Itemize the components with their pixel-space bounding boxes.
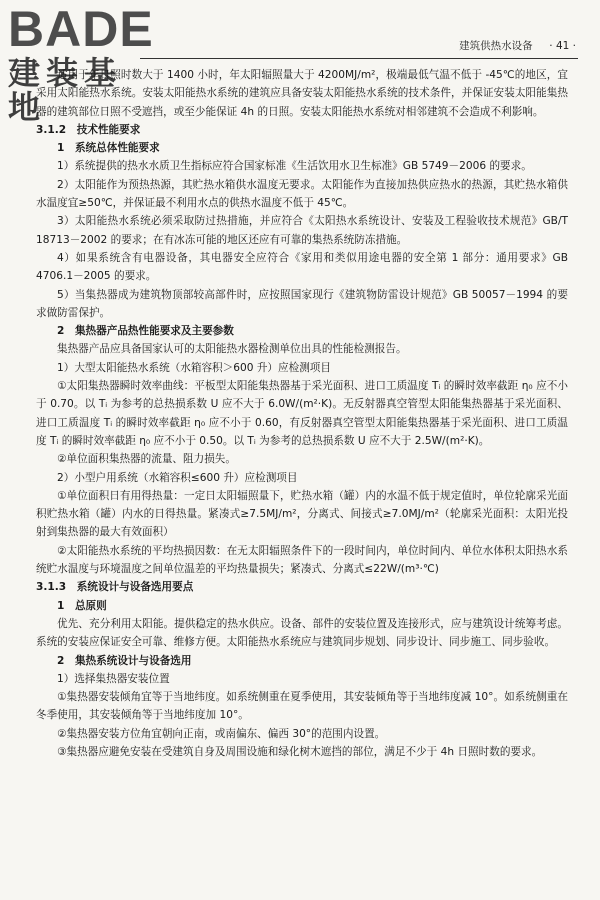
running-header: [459, 38, 576, 53]
section-heading: 3.1.3 系统设计与设备选用要点: [36, 581, 194, 594]
section-heading: 3.1.2 技术性能要求: [36, 123, 141, 136]
page-body: [36, 66, 568, 761]
logo-wordmark: BADE: [8, 1, 154, 57]
subsection-heading: 1 系统总体性能要求: [57, 142, 160, 155]
paragraph: 5）当集热器成为建筑物顶部较高部件时，应按照国家现行《建筑物防雷设计规范》GB 50057－1994 的要求做防雷保护。: [36, 288, 568, 319]
paragraph: ②集热器安装方位角宜朝向正南，或南偏东、偏西 30°的范围内设置。: [57, 727, 386, 740]
paragraph: 4）如果系统含有电器设备，其电器安全应符合《家用和类似用途电器的安全第 1 部分：通用要求》GB 4706.1－2005 的要求。: [36, 251, 568, 283]
running-title: 建筑供热水设备: [459, 40, 533, 52]
paragraph: 3）太阳能热水系统必须采取防过热措施，并应符合《太阳热水系统设计、安装及工程验收技术规范》GB/T 18713－2002 的要求；在有冰冻可能的地区还应有可靠的集热系统防冻措施。: [36, 215, 568, 246]
paragraph: 1）系统提供的热水水质卫生指标应符合国家标准《生活饮用水卫生标准》GB 5749－2006 的要求。: [57, 160, 532, 173]
paragraph: ①单位面积日有用得热量：一定日太阳辐照量下，贮热水箱（罐）内的水温不低于规定值时，单位轮廓采光面积贮热水箱（罐）内水的日得热量。紧凑式≥7.5MJ/m²，分离式、间接式≥7.0MJ/m²（轮廓采光面积：太阳光投射到集热器的最大有效面积）: [36, 489, 568, 539]
paragraph: ②单位面积集热器的流量、阻力损失。: [57, 453, 236, 466]
paragraph: ①太阳集热器瞬时效率曲线：平板型太阳能集热器基于采光面积、进口工质温度 Tᵢ 的瞬时效率截距 η₀ 应不小于 0.70。以 Tᵢ 为参考的总热损系数 U 应不大于 6.0W/(m²·K)。无反射器真空管型太阳能集热器基于采光面积、进口工质温度 Tᵢ 的瞬时效率截距 η₀ 应不小于 0.60，有反射器真空管型太阳能集热器基于采光面积、进口工质温度 Tᵢ 的瞬时效率截距 η₀ 应不小于 0.50。以 Tᵢ 为参考的总热损系数 U 应不大于 2.5W/(m²·K)。: [36, 380, 568, 447]
page-number: · 41 ·: [549, 40, 576, 52]
paragraph: 适用于年日照时数大于 1400 小时，年太阳辐照量大于 4200MJ/m²，极端最低气温不低于 -45℃的地区，宜采用太阳能热水系统。安装太阳能热水系统的建筑应具备安装太阳能热水系统的技术条件，并保证安装太阳能集热器的建筑部位日照不受遮挡，或至少能保证 4h 的日照。安装太阳能热水系统对相邻建筑不会造成不利影响。: [36, 69, 568, 118]
subsection-heading: 1 总原则: [57, 599, 107, 612]
paragraph: 2）太阳能作为预热热源，其贮热水箱供水温度无要求。太阳能作为直接加热供应热水的热源，其贮热水箱供水温度宜≥50℃，并保证最不利用水点的供热水温度不低于 45℃。: [36, 178, 568, 210]
paragraph: ①集热器安装倾角宜等于当地纬度。如系统侧重在夏季使用，其安装倾角等于当地纬度减 10°。如系统侧重在冬季使用，其安装倾角等于当地纬度加 10°。: [36, 691, 568, 722]
paragraph: ②太阳能热水系统的平均热损因数：在无太阳辐照条件下的一段时间内，单位时间内、单位水体积太阳热水系统贮水温度与环境温度之间单位温差的平均热量损失；紧凑式、分离式≤22W/(m³·℃): [36, 544, 568, 576]
subsection-heading: 2 集热器产品热性能要求及主要参数: [57, 325, 234, 338]
header-rule: [140, 58, 578, 59]
list-heading: 2）小型户用系统（水箱容积≤600 升）应检测项目: [57, 471, 298, 484]
paragraph: ③集热器应避免安装在受建筑自身及周围设施和绿化树木遮挡的部位，满足不少于 4h 日照时数的要求。: [57, 745, 543, 758]
paragraph: 集热器产品应具备国家认可的太阳能热水器检测单位出具的性能检测报告。: [57, 343, 407, 356]
logo-subtitle: 建装基地: [8, 54, 123, 126]
list-heading: 1）选择集热器安装位置: [57, 672, 170, 685]
subsection-heading: 2 集热系统设计与设备选用: [57, 654, 192, 667]
list-heading: 1）大型太阳能热水系统（水箱容积＞600 升）应检测项目: [57, 361, 331, 374]
paragraph: 优先、充分利用太阳能。提供稳定的热水供应。设备、部件的安装位置及连接形式，应与建筑设计统筹考虑。系统的安装应保证安全可靠、维修方便。太阳能热水系统应与建筑同步规划、同步设计、同步施工、同步验收。: [36, 617, 568, 649]
